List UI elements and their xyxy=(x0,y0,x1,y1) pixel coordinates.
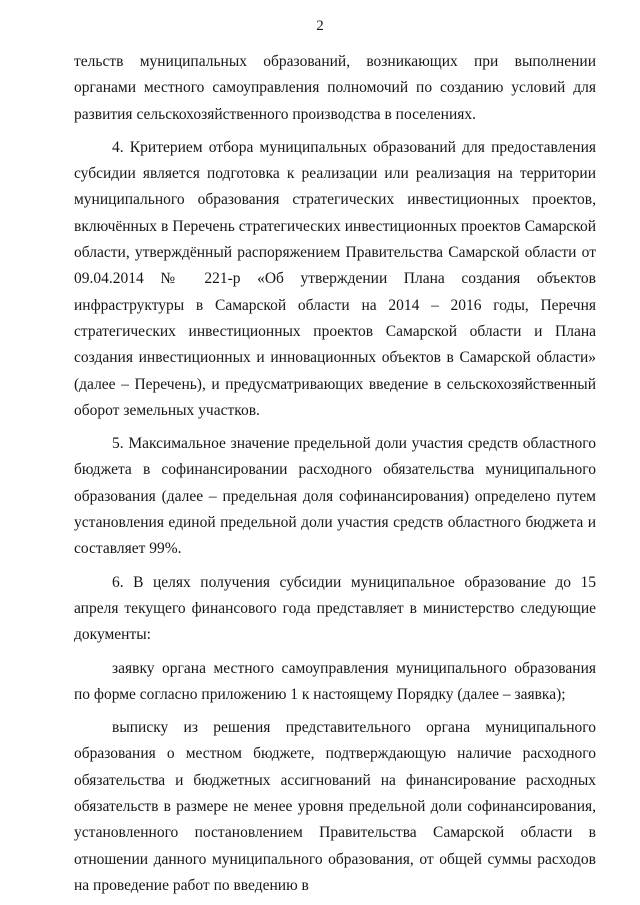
page-number: 2 xyxy=(316,18,324,34)
paragraph-budget-extract: выписку из решения представительного органа муниципального образования о местном бюджете, подтверждающую наличие расходного обязательства и бюджетных ассигнований на финансирование расходных обязательств в размере не менее уровня предельной доли софинансирования, установленного постановлением Правительства Самарской области в отношении данного муниципального образования, от общей суммы расходов на проведение работ по введению в xyxy=(74,719,596,894)
paragraph-continuation: тельств муниципальных образований, возникающих при выполнении органами местного самоуправления полномочий по созданию условий для развития сельскохозяйственного производства в поселениях. xyxy=(74,53,596,123)
paragraph-application: заявку органа местного самоуправления муниципального образования по форме согласно приложению 1 к настоящему Порядку (далее – заявка); xyxy=(74,659,596,703)
paragraph-item-5: 5. Максимальное значение предельной доли участия средств областного бюджета в софинансировании расходного обязательства муниципального образования (далее – предельная доля софинансирования) определено путем установления единой предельной доли участия средств областного бюджета и составляет 99%. xyxy=(74,435,596,558)
paragraph-item-6: 6. В целях получения субсидии муниципальное образование до 15 апреля текущего финансового года представляет в министерство следующие документы: xyxy=(74,573,596,644)
paragraph-item-4: 4. Критерием отбора муниципальных образований для предоставления субсидии является подготовка к реализации или реализация на территории муниципального образования стратегических инвестиционных проектов, включённых в Перечень стратегических инвестиционных проектов Самарской области, утверждённый распоряжением Правительства Самарской области от 09.04.2014 № 221-р «Об утверждении Плана создания объектов инфраструктуры в Самарской области на 2014 – 2016 годы, Перечня стратегических инвестиционных проектов Самарской области и Плана создания инвестиционных и инновационных объектов в Самарской области» (далее – Перечень), и предусматривающих введение в сельскохозяйственный оборот земельных участков. xyxy=(74,138,596,419)
document-body xyxy=(74,49,596,899)
